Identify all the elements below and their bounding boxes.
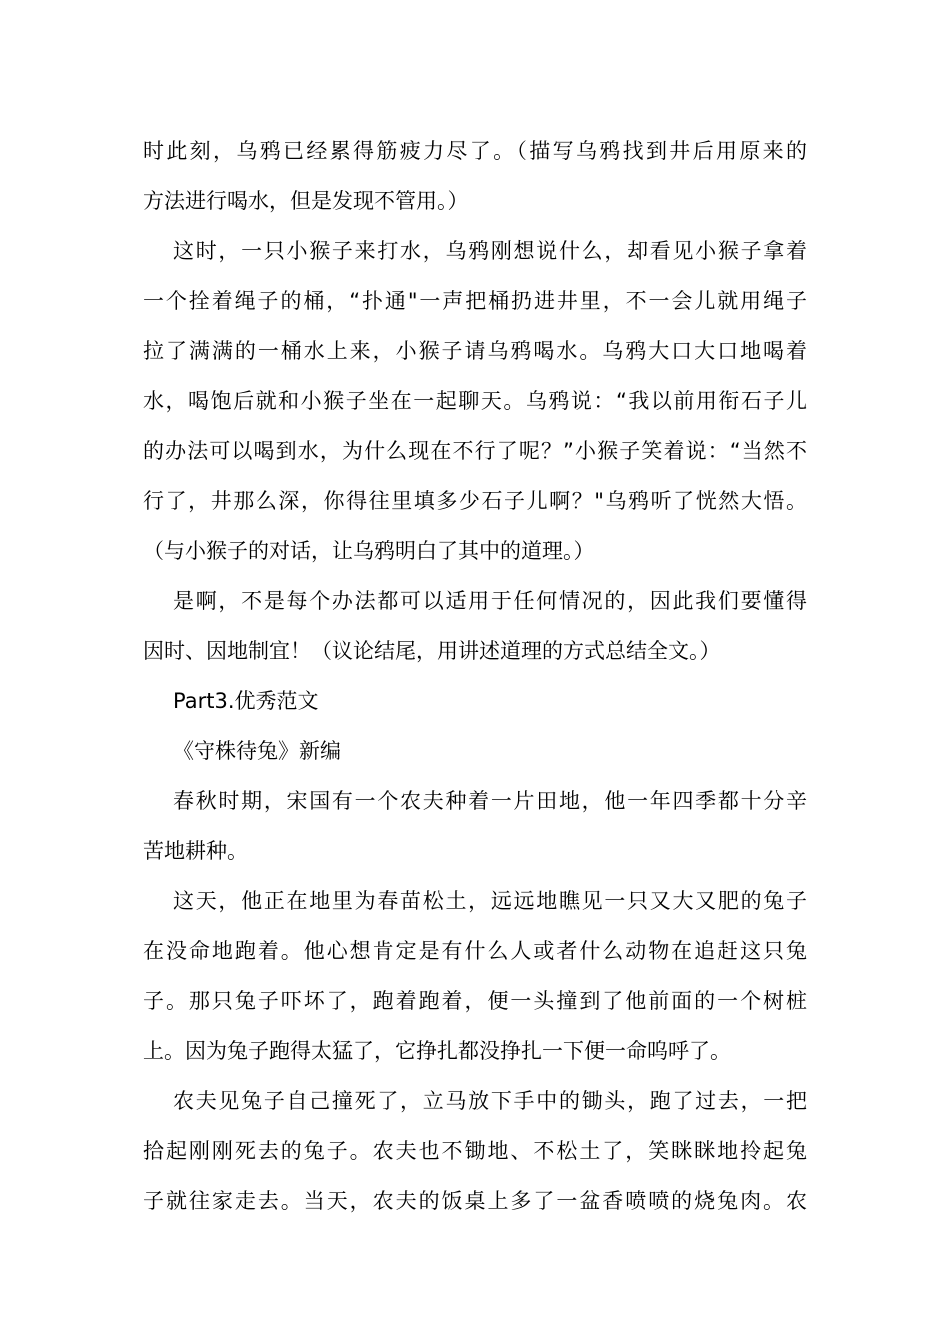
paragraph-start-line: 这天，他正在地里为春苗松土，远远地瞧见一只又大又肥的兔子 <box>173 889 807 913</box>
paragraph-start-line: 这时，一只小猴子来打水，乌鸦刚想说什么，却看见小猴子拿着 <box>173 239 807 263</box>
text-line: 行了，井那么深，你得往里填多少石子儿啊？"乌鸦听了恍然大悟。 <box>143 489 807 513</box>
document-text-body <box>143 126 807 1226</box>
essay-title: 《守株待兔》新编 <box>173 739 341 763</box>
text-line: 一个拴着绳子的桶，“扑通"一声把桶扔进井里，不一会儿就用绳子 <box>143 289 807 313</box>
paragraph-start-line: 农夫见兔子自己撞死了，立马放下手中的锄头，跑了过去，一把 <box>173 1089 807 1113</box>
paragraph-start-line: 是啊，不是每个办法都可以适用于任何情况的，因此我们要懂得 <box>173 589 807 613</box>
text-line: 方法进行喝水，但是发现不管用。） <box>143 189 469 213</box>
text-line: 在没命地跑着。他心想肯定是有什么人或者什么动物在追赶这只兔 <box>143 939 807 963</box>
text-line: 子就往家走去。当天，农夫的饭桌上多了一盆香喷喷的烧兔肉。农 <box>143 1189 807 1213</box>
text-line: 苦地耕种。 <box>143 839 248 863</box>
text-line: 子。那只兔子吓坏了，跑着跑着，便一头撞到了他前面的一个树桩 <box>143 989 807 1013</box>
text-line: 水，喝饱后就和小猴子坐在一起聊天。乌鸦说：“我以前用衔石子儿 <box>143 389 807 413</box>
text-line: 上。因为兔子跑得太猛了，它挣扎都没挣扎一下便一命呜呼了。 <box>143 1039 731 1063</box>
text-line: 拾起刚刚死去的兔子。农夫也不锄地、不松土了，笑眯眯地拎起兔 <box>143 1139 807 1163</box>
section-heading: Part3.优秀范文 <box>173 689 319 713</box>
text-line: 因时、因地制宜！（议论结尾，用讲述道理的方式总结全文。） <box>143 639 721 663</box>
paragraph-start-line: 春秋时期，宋国有一个农夫种着一片田地，他一年四季都十分辛 <box>173 789 807 813</box>
text-line: 时此刻，乌鸦已经累得筋疲力尽了。（描写乌鸦找到井后用原来的 <box>143 139 807 163</box>
text-line: 拉了满满的一桶水上来，小猴子请乌鸦喝水。乌鸦大口大口地喝着 <box>143 339 807 363</box>
text-line: 的办法可以喝到水，为什么现在不行了呢？”小猴子笑着说：“当然不 <box>143 439 807 463</box>
annotation-line: （与小猴子的对话，让乌鸦明白了其中的道理。） <box>143 539 595 563</box>
